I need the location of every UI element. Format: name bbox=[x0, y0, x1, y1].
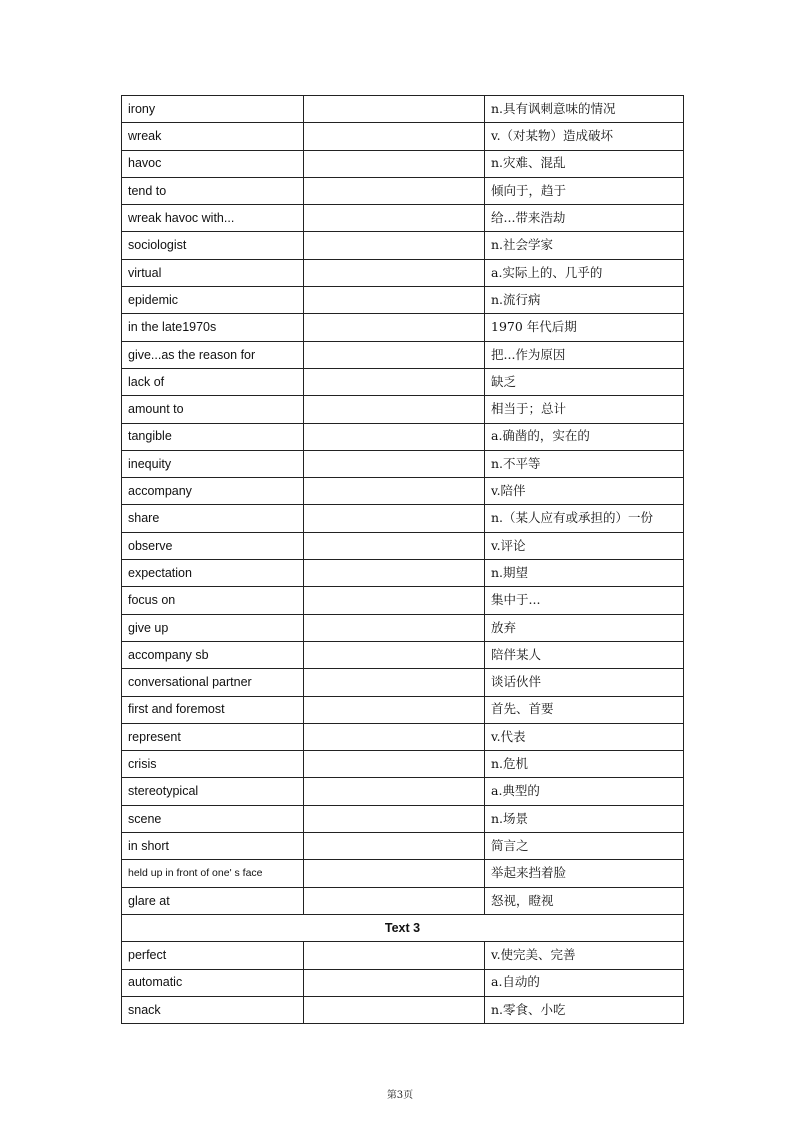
table-row bbox=[122, 996, 684, 1023]
blank-cell bbox=[304, 423, 485, 450]
term-cell: expectation bbox=[122, 560, 304, 587]
meaning-cell: 1970 年代后期 bbox=[485, 314, 684, 341]
table-row bbox=[122, 614, 684, 641]
table-row bbox=[122, 833, 684, 860]
blank-cell bbox=[304, 314, 485, 341]
meaning-cell: 给...带来浩劫 bbox=[485, 205, 684, 232]
blank-cell bbox=[304, 587, 485, 614]
blank-cell bbox=[304, 860, 485, 887]
table-row bbox=[122, 887, 684, 914]
blank-cell bbox=[304, 478, 485, 505]
term-cell: in short bbox=[122, 833, 304, 860]
table-row bbox=[122, 368, 684, 395]
term-cell: held up in front of one' s face bbox=[122, 860, 304, 887]
blank-cell bbox=[304, 450, 485, 477]
blank-cell bbox=[304, 205, 485, 232]
term-cell: havoc bbox=[122, 150, 304, 177]
meaning-cell: 集中于... bbox=[485, 587, 684, 614]
meaning-cell: n.零食、小吃 bbox=[485, 996, 684, 1023]
meaning-cell: 首先、首要 bbox=[485, 696, 684, 723]
meaning-cell: n.场景 bbox=[485, 805, 684, 832]
term-cell: stereotypical bbox=[122, 778, 304, 805]
table-row bbox=[122, 532, 684, 559]
meaning-cell: 怒视，瞪视 bbox=[485, 887, 684, 914]
table-row bbox=[122, 505, 684, 532]
term-cell: share bbox=[122, 505, 304, 532]
term-cell: epidemic bbox=[122, 287, 304, 314]
term-cell: observe bbox=[122, 532, 304, 559]
table-row bbox=[122, 860, 684, 887]
table-row bbox=[122, 969, 684, 996]
term-cell: wreak havoc with... bbox=[122, 205, 304, 232]
blank-cell bbox=[304, 396, 485, 423]
term-cell: focus on bbox=[122, 587, 304, 614]
blank-cell bbox=[304, 833, 485, 860]
term-cell: accompany sb bbox=[122, 641, 304, 668]
table-row bbox=[122, 177, 684, 204]
term-cell: represent bbox=[122, 723, 304, 750]
term-cell: crisis bbox=[122, 751, 304, 778]
table-row bbox=[122, 423, 684, 450]
meaning-cell: 陪伴某人 bbox=[485, 641, 684, 668]
table-row bbox=[122, 696, 684, 723]
blank-cell bbox=[304, 287, 485, 314]
meaning-cell: a.典型的 bbox=[485, 778, 684, 805]
table-row bbox=[122, 314, 684, 341]
table-row bbox=[122, 587, 684, 614]
term-cell: automatic bbox=[122, 969, 304, 996]
table-row bbox=[122, 751, 684, 778]
meaning-cell: n.期望 bbox=[485, 560, 684, 587]
blank-cell bbox=[304, 669, 485, 696]
term-cell: tangible bbox=[122, 423, 304, 450]
meaning-cell: a.自动的 bbox=[485, 969, 684, 996]
term-cell: give up bbox=[122, 614, 304, 641]
blank-cell bbox=[304, 969, 485, 996]
blank-cell bbox=[304, 123, 485, 150]
blank-cell bbox=[304, 942, 485, 969]
table-row bbox=[122, 205, 684, 232]
term-cell: perfect bbox=[122, 942, 304, 969]
table-row bbox=[122, 669, 684, 696]
table-row bbox=[122, 150, 684, 177]
meaning-cell: n.（某人应有或承担的）一份 bbox=[485, 505, 684, 532]
term-cell: virtual bbox=[122, 259, 304, 286]
term-cell: give...as the reason for bbox=[122, 341, 304, 368]
term-cell: sociologist bbox=[122, 232, 304, 259]
meaning-cell: v.评论 bbox=[485, 532, 684, 559]
table-row bbox=[122, 259, 684, 286]
meaning-cell: 相当于；总计 bbox=[485, 396, 684, 423]
meaning-cell: n.社会学家 bbox=[485, 232, 684, 259]
meaning-cell: a.实际上的、几乎的 bbox=[485, 259, 684, 286]
blank-cell bbox=[304, 996, 485, 1023]
table-row bbox=[122, 396, 684, 423]
meaning-cell: 放弃 bbox=[485, 614, 684, 641]
blank-cell bbox=[304, 887, 485, 914]
blank-cell bbox=[304, 614, 485, 641]
term-cell: tend to bbox=[122, 177, 304, 204]
term-cell: lack of bbox=[122, 368, 304, 395]
blank-cell bbox=[304, 505, 485, 532]
meaning-cell: 简言之 bbox=[485, 833, 684, 860]
meaning-cell: n.危机 bbox=[485, 751, 684, 778]
meaning-cell: 把...作为原因 bbox=[485, 341, 684, 368]
table-row bbox=[122, 478, 684, 505]
page-number: 第3页 bbox=[386, 1090, 414, 1101]
term-cell: wreak bbox=[122, 123, 304, 150]
section-header-row bbox=[122, 914, 684, 941]
table-row bbox=[122, 450, 684, 477]
blank-cell bbox=[304, 751, 485, 778]
table-row bbox=[122, 805, 684, 832]
meaning-cell: a.确凿的，实在的 bbox=[485, 423, 684, 450]
blank-cell bbox=[304, 96, 485, 123]
meaning-cell: n.灾难、混乱 bbox=[485, 150, 684, 177]
meaning-cell: 举起来挡着脸 bbox=[485, 860, 684, 887]
blank-cell bbox=[304, 341, 485, 368]
table-row bbox=[122, 641, 684, 668]
meaning-cell: n.不平等 bbox=[485, 450, 684, 477]
blank-cell bbox=[304, 560, 485, 587]
term-cell: amount to bbox=[122, 396, 304, 423]
blank-cell bbox=[304, 641, 485, 668]
meaning-cell: 倾向于，趋于 bbox=[485, 177, 684, 204]
table-row bbox=[122, 232, 684, 259]
term-cell: glare at bbox=[122, 887, 304, 914]
meaning-cell: 谈话伙伴 bbox=[485, 669, 684, 696]
table-row bbox=[122, 723, 684, 750]
vocabulary-table bbox=[121, 95, 684, 1024]
term-cell: scene bbox=[122, 805, 304, 832]
meaning-cell: v.使完美、完善 bbox=[485, 942, 684, 969]
blank-cell bbox=[304, 532, 485, 559]
table-row bbox=[122, 778, 684, 805]
blank-cell bbox=[304, 259, 485, 286]
table-row bbox=[122, 942, 684, 969]
blank-cell bbox=[304, 805, 485, 832]
table-row bbox=[122, 560, 684, 587]
blank-cell bbox=[304, 723, 485, 750]
blank-cell bbox=[304, 177, 485, 204]
meaning-cell: v.（对某物）造成破坏 bbox=[485, 123, 684, 150]
blank-cell bbox=[304, 696, 485, 723]
table-row bbox=[122, 96, 684, 123]
term-cell: inequity bbox=[122, 450, 304, 477]
section-title: Text 3 bbox=[122, 914, 684, 941]
meaning-cell: v.陪伴 bbox=[485, 478, 684, 505]
blank-cell bbox=[304, 150, 485, 177]
term-cell: irony bbox=[122, 96, 304, 123]
term-cell: in the late1970s bbox=[122, 314, 304, 341]
table-row bbox=[122, 287, 684, 314]
meaning-cell: 缺乏 bbox=[485, 368, 684, 395]
meaning-cell: n.流行病 bbox=[485, 287, 684, 314]
blank-cell bbox=[304, 778, 485, 805]
table-row bbox=[122, 123, 684, 150]
term-cell: accompany bbox=[122, 478, 304, 505]
meaning-cell: n.具有讽刺意味的情况 bbox=[485, 96, 684, 123]
term-cell: first and foremost bbox=[122, 696, 304, 723]
blank-cell bbox=[304, 368, 485, 395]
term-cell: snack bbox=[122, 996, 304, 1023]
meaning-cell: v.代表 bbox=[485, 723, 684, 750]
term-cell: conversational partner bbox=[122, 669, 304, 696]
blank-cell bbox=[304, 232, 485, 259]
table-row bbox=[122, 341, 684, 368]
